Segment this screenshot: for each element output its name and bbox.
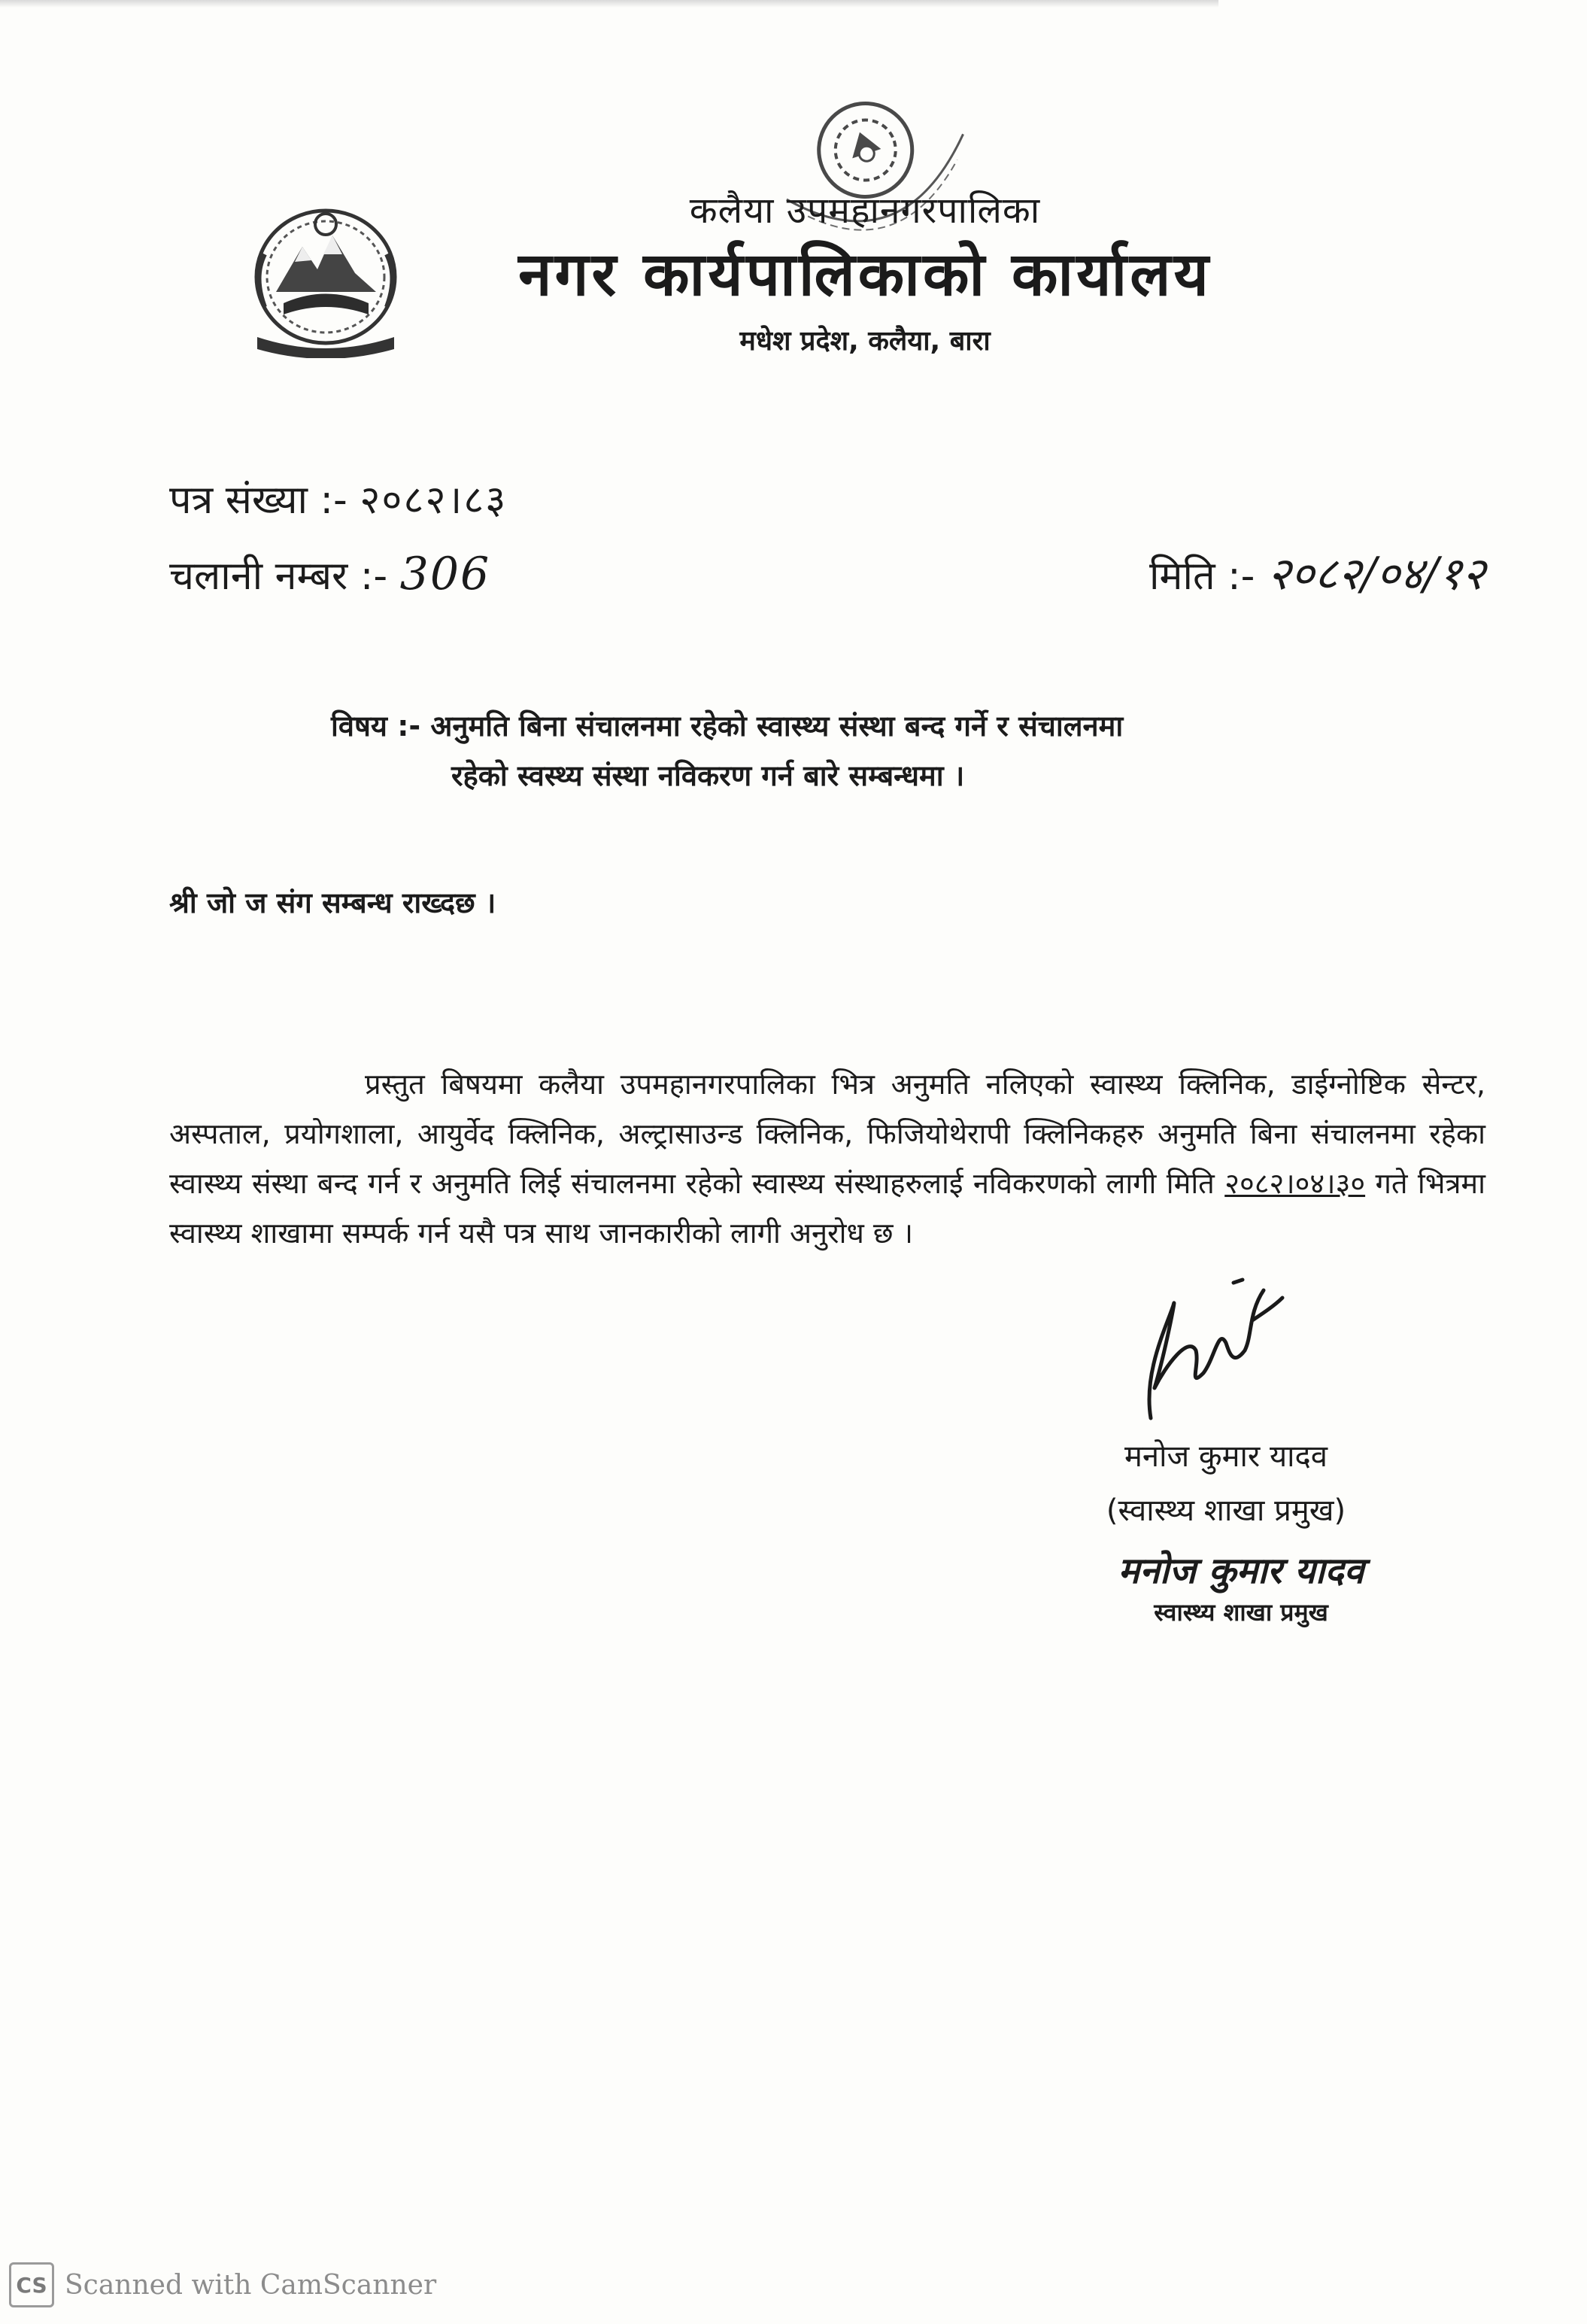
camscanner-logo-icon: CS [9, 2262, 54, 2307]
dispatch-number-label: चलानी नम्बर :- [169, 554, 388, 599]
letter-number-value: २०८२।८३ [360, 478, 508, 523]
signatory-name: मनोज कुमार यादव [1124, 1439, 1328, 1474]
office-name: नगर कार्यपालिकाको कार्यालय [518, 239, 1212, 309]
scanner-watermark [9, 2262, 436, 2307]
body-text-before-date: प्रस्तुत बिषयमा कलैया उपमहानगरपालिका भित्र अनुमति नलिएको स्वास्थ्य क्लिनिक, डाईग्नोष्टिक सेन्टर, अस्पताल, प्रयोगशाला, आयुर्वेद क्लिनिक, अल्ट्रासाउन्ड क्लिनिक, फिजियोथेरापी क्लिनिकहरु अनुमति बिना संचालनमा रहेका स्वास्थ्य संस्था बन्द गर्न र अनुमति लिई संचालनमा रहेको स्वास्थ्य संस्थाहरुलाई नविकरणको लागी मिति [169, 1068, 1485, 1200]
deadline-date: २०८२।०४।३० [1224, 1167, 1366, 1200]
municipality-name: कलैया उपमहानगरपालिका [689, 190, 1041, 232]
signatory-block [1068, 1429, 1384, 1538]
letter-number-label: पत्र संख्या :- [169, 478, 347, 523]
date-line [1149, 548, 1485, 603]
office-address: मधेश प्रदेश, कलैया, बारा [739, 326, 991, 357]
subject [331, 701, 1309, 800]
letter-body [169, 1059, 1485, 1258]
scan-edge [0, 0, 1218, 8]
body-text-after-date: गते भित्रमा स्वास्थ्य शाखामा सम्पर्क गर्न यसै पत्र साथ जानकारीको लागी अनुरोध छ । [169, 1167, 1485, 1250]
signatory-title: (स्वास्थ्य शाखा प्रमुख) [1106, 1493, 1346, 1528]
subject-line-1: विषय :- अनुमति बिना संचालनमा रहेको स्वास्थ्य संस्था बन्द गर्ने र संचालनमा [331, 709, 1124, 743]
stamp-title: स्वास्थ्य शाखा प्रमुख [1154, 1598, 1328, 1627]
dispatch-number-value: 306 [399, 548, 491, 600]
stamp-name: मनोज कुमार यादव [1118, 1550, 1364, 1592]
name-stamp [1083, 1546, 1399, 1629]
subject-line-2: रहेको स्वस्थ्य संस्था नविकरण गर्न बारे सम्बन्धमा । [451, 759, 965, 792]
letterhead [451, 188, 1279, 363]
date-value: २०८२/०४/१२ [1267, 548, 1485, 600]
letter-number-line [169, 474, 507, 527]
nepal-emblem-icon [242, 202, 409, 358]
signature-icon [1121, 1260, 1294, 1433]
dispatch-number-line [169, 548, 490, 603]
salutation: श्री जो ज संग सम्बन्ध राख्दछ । [169, 886, 496, 919]
watermark-text: Scanned with CamScanner [65, 2269, 437, 2301]
date-label: मिति :- [1149, 554, 1255, 599]
